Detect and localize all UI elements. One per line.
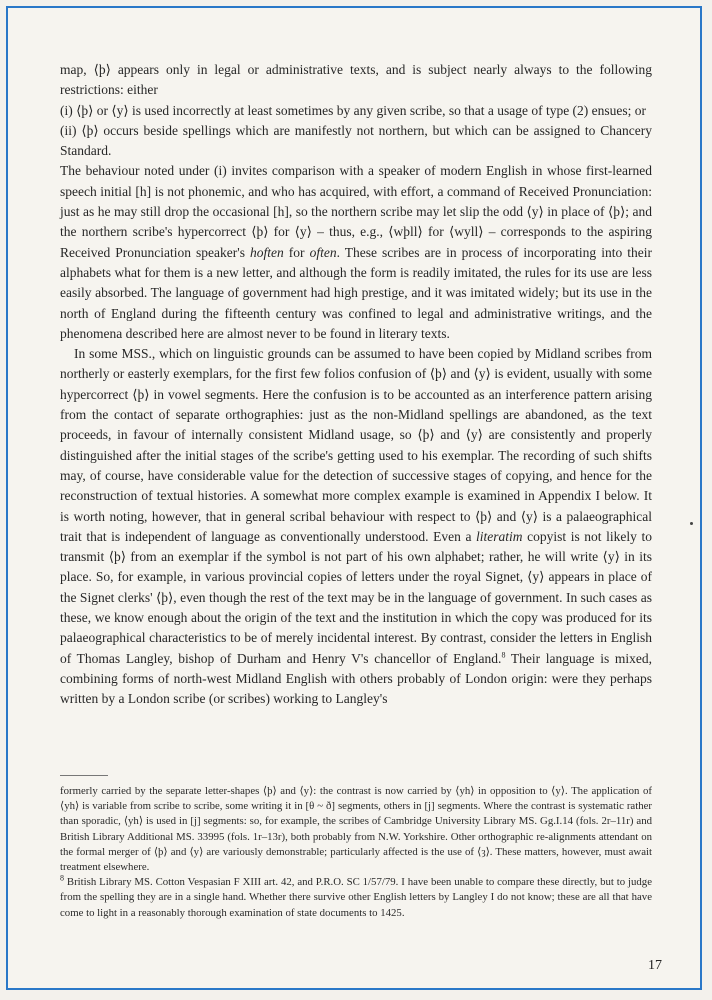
paragraph: map, ⟨þ⟩ appears only in legal or administrative texts, and is subject nearly always to the following restrictions: either — [60, 62, 652, 98]
paragraph: (i) ⟨þ⟩ or ⟨y⟩ is used incorrectly at least sometimes by any given scribe, so that a usage of type (2) ensues; or — [60, 102, 647, 118]
footnote: formerly carried by the separate letter-shapes ⟨þ⟩ and ⟨y⟩: the contrast is now carried by ⟨yh⟩ in opposition to ⟨y⟩. The application of ⟨yh⟩ is variable from scribe to scribe, some writing it in [θ ~ ð] segments, others in [j] segments. Where the contrast is systematic rather than sporadic, ⟨yh⟩ is used in [j] segments: so, for example, the scribes of Cambridge University Library MS. Gg.I.14 (fols. 2r–11r) and British Library Additional MS. 33995 (fols. 1r–13r), both probably from N.W. Yorkshire. Other orthographic re-alignments attendant on the formal merger of ⟨þ⟩ and ⟨y⟩ are variously demonstrable; particularly affected is the use of ⟨ȝ⟩. These matters, however, must await treatment elsewhere. — [60, 785, 652, 874]
footnotes — [60, 784, 652, 921]
margin-mark — [690, 522, 693, 525]
footnote-rule — [60, 775, 108, 776]
paragraph: (ii) ⟨þ⟩ occurs beside spellings which are manifestly not northern, but which can be assigned to Chancery Standard. — [60, 122, 652, 159]
main-text — [60, 60, 652, 710]
page-number: 17 — [648, 958, 662, 973]
paragraph: In some MSS., which on linguistic grounds can be assumed to have been copied by Midland scribes from northerly or easterly exemplars, for the first few folios confusion of ⟨þ⟩ and ⟨y⟩ is evident, usually with some hypercorrect ⟨þ⟩ in vowel segments. Here the confusion is to be accounted as an interference pattern arising from the contact of separate orthographies: just as the non-Midland spellings are abandoned, as the text proceeds, in favour of internally consistent Midland usage, so ⟨þ⟩ and ⟨y⟩ are consistently and properly distinguished after the initial stages of the scribe's getting used to his exemplar. The recording of such shifts may, of course, have considerable value for the detection of successive stages of copying, and hence for the reconstruction of textual histories. A somewhat more complex example is examined in Appendix I below. It is worth noting, however, that in general scribal behaviour with respect to ⟨þ⟩ and ⟨y⟩ is a palaeographical trait that is independent of language as conventionally understood. Even a literatim copyist is not likely to transmit ⟨þ⟩ from an exemplar if the symbol is not part of his own alphabet; rather, he will write ⟨y⟩ in its place. So, for example, in various provincial copies of letters under the royal Signet, ⟨y⟩ appears in place of the Signet clerks' ⟨þ⟩, even though the rest of the text may be in the language of government. In such cases as these, we know enough about the origin of the text and the institution in which the copy was produced for its palaeographical characteristics to be of merely incidental interest. By contrast, consider the letters in English of Thomas Langley, bishop of Durham and Henry V's chancellor of England.$^8$ Their language is mixed, combining forms of north-west Midland English with others probably of London origin: were they perhaps written by a London scribe (or scribes) working to Langley's — [60, 346, 652, 707]
footnote: $^8$ British Library MS. Cotton Vespasian F XIII art. 42, and P.R.O. SC 1/57/79. I have been unable to compare these directly, but to judge from the spelling they are in a single hand. Whether there survive other English letters by Langley I do not know; these are all that have come to light in a reasonably thorough examination of state documents to 1425. — [60, 873, 652, 919]
paragraph: The behaviour noted under (i) invites comparison with a speaker of modern English in whose first-learned speech initial [h] is not phonemic, and who has acquired, with effort, a command of Received Pronunciation: just as he may still drop the occasional [h], so the northern scribe may let slip the odd ⟨y⟩ in place of ⟨þ⟩; and the northern scribe's hypercorrect ⟨þ⟩ for ⟨y⟩ – thus, e.g., ⟨wþll⟩ for ⟨wyll⟩ – corresponds to the aspiring Received Pronunciation speaker's hoften for often. These scribes are in process of incorporating into their alphabets what for them is a new letter, and although the form is readily imitated, the rules for its use are less easily absorbed. The language of government had high prestige, and it was imitated widely; but its use in the north of England during the fifteenth century was confined to legal and administrative writings, and the phenomena described here are almost never to be found in literary texts. — [60, 163, 652, 341]
